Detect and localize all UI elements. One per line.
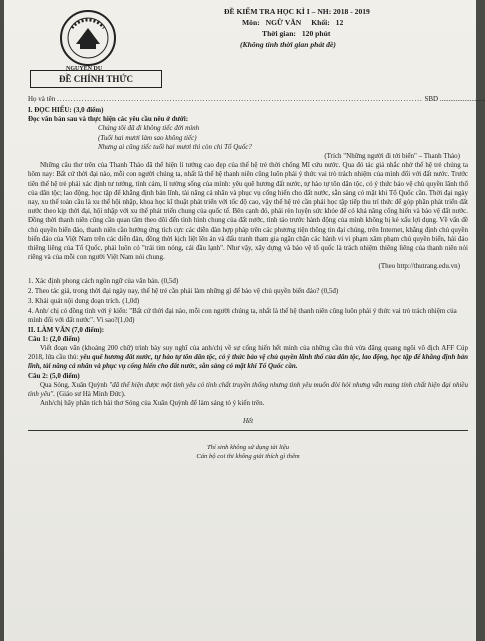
grade-label: Khối: <box>311 18 330 27</box>
subject-label: Môn: <box>242 18 260 27</box>
writing-q1-title: Câu 1: (2,0 điểm) <box>28 334 80 343</box>
footer-note-1: Thí sinh không sử dụng tài liệu <box>207 443 289 451</box>
end-mark: Hết <box>242 416 254 425</box>
writing-q2-lead: Qua Sóng, Xuân Quỳnh <box>40 380 108 389</box>
time-row <box>204 28 464 39</box>
writing-q1-quote: yêu quê hương đất nước, tự hào tự tôn dân tộc, có ý thức bảo vệ chủ quyền lãnh thổ của dân tộc, lao động, học tập để khẳng định bản lĩnh, tài năng cá nhân và phục vụ cống hiến cho đất nước, sẵn sàng có mặt khi Tổ Quốc cần. <box>28 353 469 371</box>
subject-row <box>204 17 464 28</box>
end-divider <box>28 430 468 431</box>
writing-q2-title: Câu 2: (5,0 điểm) <box>28 371 80 380</box>
writing-q1-text <box>28 344 468 372</box>
poem-line-2: (Tuổi hai mươi làm sao không tiếc) <box>98 133 197 142</box>
writing-q2-ref: (Giáo sư Hà Minh Đức). <box>56 390 126 399</box>
reading-title: I. ĐỌC HIỂU: (3,0 điểm) <box>28 106 104 114</box>
time-value: 120 phút <box>301 29 331 38</box>
poem-line-3: Nhưng ai cũng tiếc tuổi hai mươi thì còn chi Tổ Quốc? <box>98 142 252 151</box>
grade-value: 12 <box>335 18 344 27</box>
exam-content <box>28 106 468 461</box>
writing-q2-text <box>28 381 468 399</box>
writing-q2-quote: "đã thể hiện được một tình yêu có tính chất truyền thống nhưng tình yêu muốn đòi hỏi nhưng vẫn mang tính chất hiện đại nhiều tình yêu". <box>28 380 468 399</box>
reading-passage: Những câu thơ trên của Thanh Thảo đã thể hiện lí tưởng cao đẹp của thế hệ trẻ thời chống Mĩ cứu nước. Qua đó tác giả nhắc nhở thế hệ trẻ chúng ta hôm nay: Bất cứ thời đại nào, mỗi con người chúng ta, nhất là thế hệ thanh niên cũng luôn phải ý thức vai trò trách nhiệm của mình đối với đất nước. Trước tiên thế hệ trẻ phải xác định tư tưởng, tình cảm, lí tưởng sống của mình: yêu quê hương đất nước, tự hào tự tôn dân tộc, có ý thức bảo vệ chủ quyền lãnh thổ của dân tộc; lao động, học tập để khẳng định bản lĩnh, tài năng cá nhân và phục vụ cống hiến cho đất nước, sẵn sàng có mặt khi Tổ Quốc cần. Thời đại ngày nay, xu thế toàn cầu là xu thế hội nhập, khoa học kĩ thuật phát triển với tốc độ cao, vậy thế hệ trẻ cần phải học tập tiếp thu trí thức để góp phần phát triển đất nước theo kịp thời đại, hội nhập với xu thế phát triển chung của quốc tế. Bên cạnh đó, phải rèn luyện sức khỏe để có khả năng cống hiến và bảo vệ đất nước. Đồng thời thanh niên cũng cần quan tâm theo dõi đến tình hình chung của đất nước, tình táo trước hành động của mình không bị kẻ xấu lợi dụng. Về vấn đề chủ quyền biển đảo, thanh niên cần hưởng ứng tích cực các diễn đàn hợp pháp trên các phương tiện thông tin đại chúng, trên Internet, khẳng định chủ quyền biển đảo của Việt Nam trên các diễn đàn, đồng thời kịch liệt lên án và đấu tranh tham gia ngăn chặn các hành vi vi phạm xâm phạm chủ quyền biển, hải đảo thiêng liêng của Tổ Quốc, phải luôn có "trái tim nóng, cái đầu lạnh". Như vậy, xây dựng và bảo vệ tổ quốc là trách nhiệm thiêng liêng của thanh niên nói riêng và của mỗi con người Việt Nam nói chung. <box>28 161 468 262</box>
poem-line-1: Chúng tôi đã đi không tiếc đời mình <box>98 124 200 133</box>
footer-note-2: Cán bộ coi thi không giải thích gì thêm <box>196 452 300 460</box>
exam-title: ĐỀ KIỂM TRA HỌC KÌ I – NH: 2018 - 2019 <box>224 7 370 16</box>
school-logo-icon <box>58 8 118 68</box>
question-4: 4. Anh/ chị có đồng tình với ý kiến: "Bất cứ thời đại nào, mỗi con người chúng ta, nhất là thế hệ thanh niên cũng luôn phải ý thức vai trò trách nhiệm của mình đối với đất nước". Vì sao?(1,0đ) <box>28 307 457 325</box>
question-3: 3. Khái quát nội dung đoạn trích. (1,0đ) <box>28 297 140 306</box>
writing-q2-task: Anh/chị hãy phân tích bài thơ Sóng của Xuân Quỳnh để làm sáng tỏ ý kiến trên. <box>40 399 265 408</box>
subject-value: NGỮ VĂN <box>265 18 302 27</box>
sbd-label: SBD <box>424 95 439 103</box>
writing-title: II. LÀM VĂN (7,0 điểm): <box>28 325 105 334</box>
question-1: 1. Xác định phong cách ngôn ngữ của văn bản. (0,5đ) <box>28 276 179 285</box>
writing-q1-lead: Viết đoạn văn (khoảng 200 chữ) trình bày suy nghĩ của anh/chị về sự cống hiến hết mình của những cầu thủ vừa đăng quang ngôi vô địch AFF Cúp 2018, lứa cầu thủ: <box>28 344 468 362</box>
time-note: (Không tính thời gian phát đề) <box>240 40 336 49</box>
question-2: 2. Theo tác giả, trong thời đại ngày nay, thế hệ trẻ cần phải làm những gì để bảo vệ chủ quyền biển đảo? (0,5đ) <box>28 286 339 295</box>
poem-citation: (Trích "Những người đi tới biển" – Thanh Thảo) <box>324 152 460 161</box>
time-label: Thời gian: <box>262 29 296 38</box>
official-stamp: ĐỀ CHÍNH THỨC <box>30 70 162 88</box>
candidate-name-line: Họ và tên ..................................................................................................................................... SBD .......................... <box>28 95 485 103</box>
passage-source: (Theo http://thutrang.edu.vn) <box>378 262 460 271</box>
name-label: Họ và tên <box>28 95 56 103</box>
reading-instruction: Đọc văn bản sau và thực hiện các yêu cầu nêu ở dưới: <box>28 115 189 124</box>
exam-paper <box>4 0 485 641</box>
school-name: NGUYỄN DU <box>66 66 103 72</box>
exam-header <box>204 6 464 50</box>
